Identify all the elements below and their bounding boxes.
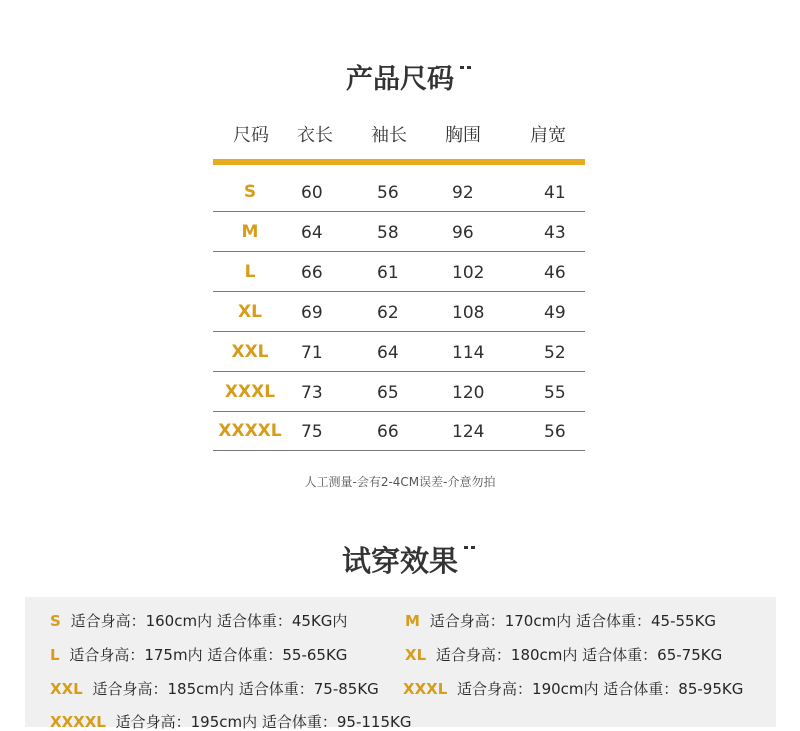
length-value: 64 xyxy=(301,223,323,243)
size-label: XXL xyxy=(231,342,269,362)
fit-description: 适合身高：185cm内 适合体重：75-85KG xyxy=(92,680,379,698)
fit-size-label: M xyxy=(405,612,420,630)
chest-value: 102 xyxy=(452,263,485,283)
header-chest: 胸围 xyxy=(445,125,481,146)
fit-description: 适合身高：195cm内 适合体重：95-115KG xyxy=(115,713,412,731)
fit-item-xxxxl xyxy=(50,715,411,730)
sleeve-value: 58 xyxy=(377,223,399,243)
size-chart-title xyxy=(0,66,800,93)
chest-value: 124 xyxy=(452,422,485,442)
fit-size-label: XXL xyxy=(50,680,83,698)
chest-value: 108 xyxy=(452,303,485,323)
header-length: 衣长 xyxy=(297,125,333,146)
size-label: XXXXL xyxy=(218,421,282,441)
fit-description: 适合身高：180cm内 适合体重：65-75KG xyxy=(435,646,723,664)
fit-item-s xyxy=(50,614,347,629)
shoulder-value: 41 xyxy=(544,183,566,203)
decoration-dot-icon xyxy=(467,66,471,69)
decoration-dot-icon xyxy=(460,66,464,69)
chest-value: 120 xyxy=(452,383,485,403)
table-row xyxy=(213,172,585,212)
length-value: 69 xyxy=(301,303,323,323)
fit-size-label: L xyxy=(50,646,60,664)
shoulder-value: 55 xyxy=(544,383,566,403)
size-label: XXXL xyxy=(224,382,276,402)
fit-item-xxxl xyxy=(403,682,743,697)
chest-value: 114 xyxy=(452,343,485,363)
sleeve-value: 56 xyxy=(377,183,399,203)
fit-size-label: XL xyxy=(405,646,427,664)
header-sleeve: 袖长 xyxy=(371,125,407,146)
chest-value: 96 xyxy=(452,223,474,243)
fit-guide-title-text xyxy=(342,544,458,578)
shoulder-value: 56 xyxy=(544,422,566,442)
length-value: 75 xyxy=(301,422,323,442)
title-decoration-icon xyxy=(460,66,471,69)
table-row xyxy=(213,252,585,292)
sleeve-value: 61 xyxy=(377,263,399,283)
fit-guide-title xyxy=(0,544,800,578)
fit-description: 适合身高：190cm内 适合体重：85-95KG xyxy=(457,680,744,698)
table-row xyxy=(213,372,585,412)
size-label: M xyxy=(241,222,259,242)
fit-item-xxl xyxy=(50,682,379,697)
size-label: XL xyxy=(238,302,262,322)
fit-size-label: XXXL xyxy=(403,680,448,698)
sleeve-value: 65 xyxy=(377,383,399,403)
fit-size-label: XXXXL xyxy=(50,713,106,731)
fit-description: 适合身高：170cm内 适合体重：45-55KG xyxy=(429,612,717,630)
table-row xyxy=(213,292,585,332)
size-chart-title-label: 产品尺码 xyxy=(346,64,454,95)
decoration-dot-icon xyxy=(464,546,468,549)
title-decoration-icon xyxy=(464,546,475,549)
shoulder-value: 46 xyxy=(544,263,566,283)
shoulder-value: 43 xyxy=(544,223,566,243)
length-value: 71 xyxy=(301,343,323,363)
size-label: L xyxy=(244,262,256,282)
header-size: 尺码 xyxy=(233,125,269,146)
fit-description: 适合身高：160cm内 适合体重：45KG内 xyxy=(70,612,348,630)
fit-item-xl xyxy=(405,648,722,663)
header-shoulder: 肩宽 xyxy=(530,125,566,146)
shoulder-value: 49 xyxy=(544,303,566,323)
table-row xyxy=(213,332,585,372)
decoration-dot-icon xyxy=(471,546,475,549)
fit-guide-title-label: 试穿效果 xyxy=(341,544,458,578)
chest-value: 92 xyxy=(452,183,474,203)
fit-item-m xyxy=(405,614,716,629)
measurement-note: 人工测量-会有2-4CM误差-介意勿拍 xyxy=(304,475,496,489)
size-label: S xyxy=(243,182,257,202)
size-chart-title-text xyxy=(346,64,454,95)
length-value: 73 xyxy=(301,383,323,403)
fit-size-label: S xyxy=(50,612,61,630)
sleeve-value: 66 xyxy=(377,422,399,442)
fit-description: 适合身高：175m内 适合体重：55-65KG xyxy=(69,646,348,664)
table-row xyxy=(213,411,585,451)
table-row xyxy=(213,212,585,252)
length-value: 66 xyxy=(301,263,323,283)
header-accent-bar xyxy=(213,159,585,165)
size-table-header xyxy=(213,127,585,151)
sleeve-value: 62 xyxy=(377,303,399,323)
length-value: 60 xyxy=(301,183,323,203)
shoulder-value: 52 xyxy=(544,343,566,363)
sleeve-value: 64 xyxy=(377,343,399,363)
fit-item-l xyxy=(50,648,347,663)
